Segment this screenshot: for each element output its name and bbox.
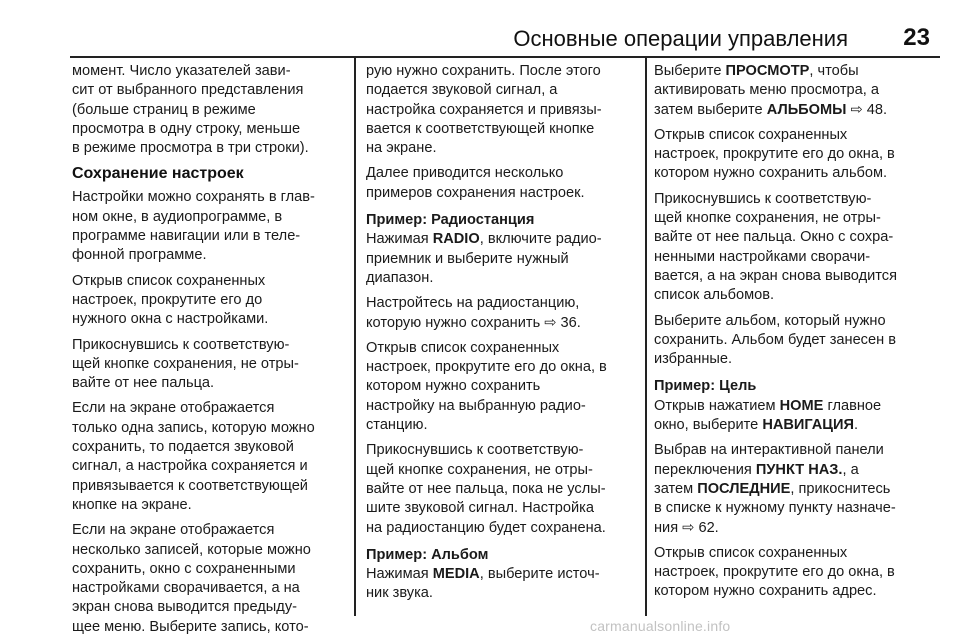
paragraph: Открыв список сохраненных настроек, прокрутите его до нужного окна с настройками.	[72, 272, 269, 328]
example-paragraph	[654, 397, 934, 436]
paragraph: Если на экране отображается несколько записей, которые можно сохранить, окно с сохраненными настройками сворачивается, а на экран снова выводится предыду- щее меню. Выберите запись, кото-	[72, 522, 311, 635]
text-run: Выберите	[654, 63, 726, 79]
keyword-destination: ПУНКТ НАЗ.	[755, 461, 843, 478]
paragraph: Прикоснувшись к соответствую- щей кнопке сохранения, не отры- вайте от нее пальца, пока не услы- шите звуковой сигнал. Настройка на радиостанцию будет сохранена.	[366, 442, 606, 536]
page-title: Основные операции управления	[513, 26, 848, 51]
keyword-media: MEDIA	[432, 566, 480, 583]
page-header	[0, 0, 960, 58]
text-run: ⇨ 48.	[846, 101, 888, 118]
column-divider-2	[645, 56, 647, 616]
text-run: , выберите источ- ник звука.	[366, 566, 600, 602]
section-heading: Сохранение настроек	[72, 165, 244, 183]
text-run: , включите радио- приемник и выберите нужный диапазон.	[366, 231, 602, 286]
text-run: Нажимая	[366, 566, 433, 583]
paragraph: Настройтесь на радиостанцию, которую нужно сохранить ⇨ 36.	[366, 295, 581, 331]
page-number: 23	[903, 24, 930, 51]
column-2	[366, 62, 638, 610]
paragraph	[654, 62, 934, 120]
text-run: Открыв нажатием	[654, 397, 780, 414]
column-1	[72, 62, 346, 643]
paragraph: Прикоснувшись к соответствую- щей кнопке сохранения, не отры- вайте от нее пальца.	[72, 336, 299, 392]
column-3	[654, 62, 934, 608]
example-title: Пример: Альбом	[366, 546, 489, 563]
paragraph: Открыв список сохраненных настроек, прокрутите его до окна, в котором нужно сохранить настройку на выбранную радио- станцию.	[366, 339, 607, 434]
paragraph: Если на экране отображается только одна запись, которую можно сохранить, то подается звуковой сигнал, а настройка сохраняется и привязывается к соответствующей кнопке на экране.	[72, 400, 315, 513]
keyword-recent: ПОСЛЕДНИЕ	[697, 480, 791, 497]
paragraph: Выберите альбом, который нужно сохранить. Альбом будет занесен в избранные.	[654, 312, 896, 368]
example-title: Пример: Радиостанция	[366, 212, 535, 229]
keyword-navigation: НАВИГАЦИЯ	[762, 417, 854, 434]
text-run: главное окно, выберите	[654, 397, 882, 434]
keyword-albums: АЛЬБОМЫ	[766, 101, 847, 118]
watermark: carmanualsonline.info	[590, 618, 731, 634]
paragraph: Настройки можно сохранять в глав- ном окне, в аудиопрограмме, в программе навигации или в теле- фонной программе.	[72, 189, 315, 264]
example-paragraph	[366, 565, 638, 604]
text-run: .	[853, 417, 859, 434]
paragraph: рую нужно сохранить. После этого подается звуковой сигнал, а настройка сохраняется и привязы- вается к соответствующей кнопке на экране.	[366, 63, 602, 157]
paragraph	[654, 441, 934, 537]
example-paragraph	[366, 230, 638, 288]
text-run: Выбрав на интерактивной панели переключения	[654, 442, 884, 478]
keyword-home: HOME	[779, 397, 824, 414]
text-run: , а затем	[654, 461, 859, 497]
text-run: Нажимая	[366, 231, 433, 248]
text-run: , прикоснитесь в списке к нужному пункту назначе- ния ⇨ 62.	[654, 480, 896, 536]
header-rule	[70, 56, 940, 58]
paragraph: Прикоснувшись к соответствую- щей кнопке сохранения, не отры- вайте от нее пальца. Окно с сохра- ненными настройками сворачи- вается, а на экран снова выводится список альбомов.	[654, 190, 897, 304]
text-run: , чтобы активировать меню просмотра, а затем выберите	[654, 63, 879, 118]
keyword-browse: ПРОСМОТР	[725, 63, 810, 79]
example-title: Пример: Цель	[654, 378, 757, 395]
paragraph: Далее приводится несколько примеров сохранения настроек.	[366, 165, 585, 201]
intro-paragraph: момент. Число указателей зави- сит от выбранного представления (больше страниц в режиме просмотра в одну строку, меньше в режиме просмотра в три строки).	[72, 63, 309, 157]
paragraph: Открыв список сохраненных настроек, прокрутите его до окна, в котором нужно сохранить альбом.	[654, 126, 895, 182]
keyword-radio: RADIO	[432, 231, 480, 248]
column-divider-1	[354, 56, 356, 616]
paragraph: Открыв список сохраненных настроек, прокрутите его до окна, в котором нужно сохранить адрес.	[654, 544, 895, 600]
